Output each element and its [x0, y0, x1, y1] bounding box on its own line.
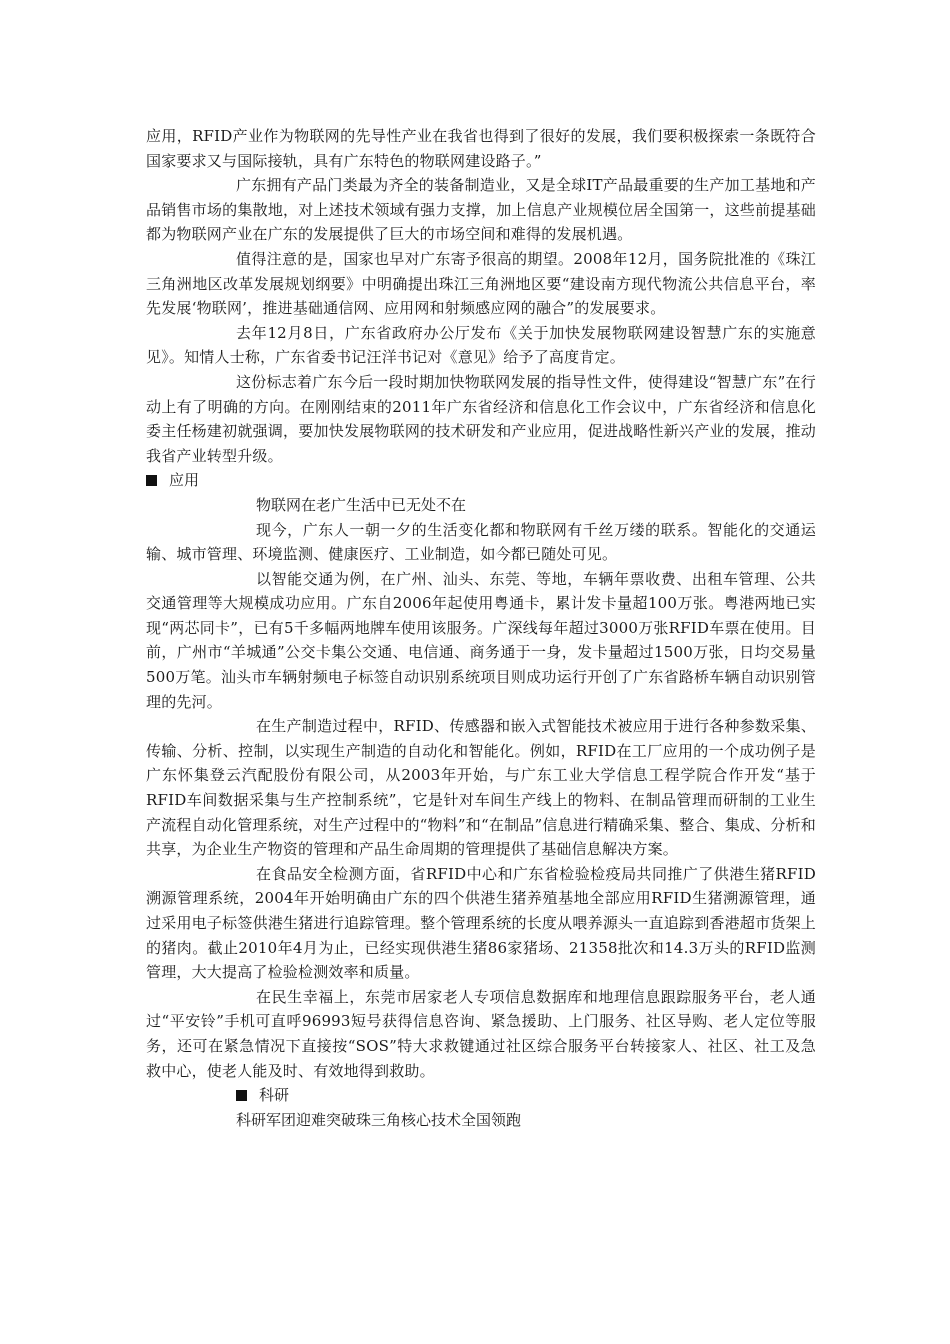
application-paragraph-5: 在民生幸福上，东莞市居家老人专项信息数据库和地理信息跟踪服务平台，老人通过“平安铃”手机可直呼96993短号获得信息咨询、紧急援助、上门服务、社区导购、老人定位等服务，还可在紧急情况下直接按“SOS”特大求救键通过社区综合服务平台转接家人、社区、社工及急救中心，使老人能及时、有效地得到救助。 — [146, 987, 816, 1080]
intro-paragraph-1: 应用，RFID产业作为物联网的先导性产业在我省也得到了很好的发展，我们要积极探索一条既符合国家要求又与国际接轨，具有广东特色的物联网建设路子。” — [146, 127, 816, 170]
intro-paragraph-2: 广东拥有产品门类最为齐全的装备制造业，又是全球IT产品最重要的生产加工基地和产品销售市场的集散地，对上述技术领域有强力支撑，加上信息产业规模位居全国第一，这些前提基础都为物联网产业在广东的发展提供了巨大的市场空间和难得的发展机遇。 — [146, 176, 816, 244]
application-paragraph-4: 在食品安全检测方面，省RFID中心和广东省检验检疫局共同推广了供港生猪RFID溯源管理系统，2004年开始明确由广东的四个供港生猪养殖基地全部应用RFID生猪溯源管理，通过采用电子标签供港生猪进行追踪管理。整个管理系统的长度从喂养源头一直追踪到香港超市货架上的猪肉。截止2010年4月为止，已经实现供港生猪86家猪场、21358批次和14.3万头的RFID监测管理，大大提高了检验检测效率和质量。 — [146, 864, 816, 982]
section-subtitle-application: 物联网在老广生活中已无处不在 — [256, 495, 467, 514]
section-subtitle-research: 科研军团迎难突破珠三角核心技术全国领跑 — [236, 1110, 522, 1129]
intro-paragraph-3: 值得注意的是，国家也早对广东寄予很高的期望。2008年12月，国务院批准的《珠江三角洲地区改革发展规划纲要》中明确提出珠江三角洲地区要“建设南方现代物流公共信息平台，率先发展‘物联网’，推进基础通信网、应用网和射频感应网的融合”的发展要求。 — [146, 249, 816, 318]
application-paragraph-2: 以智能交通为例，在广州、汕头、东莞、等地，车辆年票收费、出租车管理、公共交通管理等大规模成功应用。广东自2006年起使用粤通卡，累计发卡量超100万张。粤港两地已实现“两芯同卡”，已有5千多幅两地牌车使用该服务。广深线每年超过3000万张RFID车票在使用。目前，广州市“羊城通”公交卡集公交通、电信通、商务通于一身，发卡量超过1500万张，日均交易量500万笔。汕头市车辆射频电子标签自动识别系统项目则成功运行开创了广东省路桥车辆自动识别管理的先河。 — [146, 569, 816, 711]
application-paragraph-3: 在生产制造过程中，RFID、传感器和嵌入式智能技术被应用于进行各种参数采集、传输、分析、控制，以实现生产制造的自动化和智能化。例如，RFID在工厂应用的一个成功例子是广东怀集登云汽配股份有限公司，从2003年开始，与广东工业大学信息工程学院合作开发“基于RFID车间数据采集与生产控制系统”，它是针对车间生产线上的物料、在制品管理而研制的工业生产流程自动化管理系统，对生产过程中的“物料”和“在制品”信息进行精确采集、整合、集成、分析和共享，为企业生产物资的管理和产品生命周期的管理提供了基础信息解决方案。 — [146, 717, 816, 859]
section-heading-research — [146, 1083, 816, 1108]
section-heading-application — [146, 468, 816, 493]
document-page — [146, 124, 816, 1132]
intro-paragraph-5: 这份标志着广东今后一段时期加快物联网发展的指导性文件，使得建设“智慧广东”在行动上有了明确的方向。在刚刚结束的2011年广东省经济和信息化工作会议中，广东省经济和信息化委主任杨建初就强调，要加快发展物联网的技术研发和产业应用，促进战略性新兴产业的发展，推动我省产业转型升级。 — [146, 372, 816, 465]
bullet-square-icon — [146, 475, 157, 486]
intro-paragraph-4: 去年12月8日，广东省政府办公厅发布《关于加快发展物联网建设智慧广东的实施意见》。知情人士称，广东省委书记汪洋书记对《意见》给予了高度肯定。 — [146, 323, 816, 367]
section-heading-label: 科研 — [259, 1086, 290, 1105]
bullet-square-icon — [236, 1090, 247, 1101]
application-paragraph-1: 现今，广东人一朝一夕的生活变化都和物联网有千丝万缕的联系。智能化的交通运输、城市管理、环境监测、健康医疗、工业制造，如今都已随处可见。 — [146, 520, 816, 564]
section-heading-label: 应用 — [169, 471, 200, 490]
